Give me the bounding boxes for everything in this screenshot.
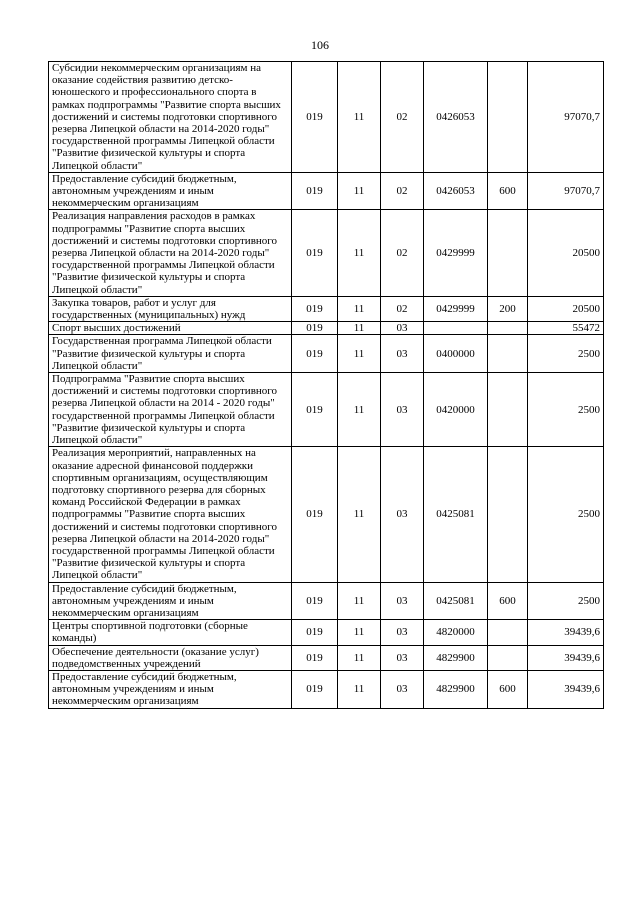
- section-code: 11: [338, 322, 381, 335]
- target-article-code: 0400000: [424, 335, 488, 373]
- target-article-code: 4829900: [424, 645, 488, 670]
- budget-table: [48, 61, 604, 709]
- subsection-code: 02: [381, 62, 424, 173]
- row-name: Закупка товаров, работ и услуг для государственных (муниципальных) нужд: [49, 296, 292, 321]
- row-name: Центры спортивной подготовки (сборные команды): [49, 620, 292, 645]
- section-code: 11: [338, 373, 381, 447]
- table-row: [49, 322, 604, 335]
- row-name: Подпрограмма "Развитие спорта высших достижений и системы подготовки спортивного резерва Липецкой области на 2014 - 2020 годы" государственной программы Липецкой области "Развитие физической культуры и спорта Липецкой области": [49, 373, 292, 447]
- target-article-code: [424, 322, 488, 335]
- amount: 20500: [528, 210, 604, 296]
- table-row: [49, 172, 604, 210]
- table-row: [49, 645, 604, 670]
- subsection-code: 03: [381, 670, 424, 708]
- grbs-code: 019: [292, 335, 338, 373]
- table-row: [49, 582, 604, 620]
- expense-type-code: [488, 210, 528, 296]
- section-code: 11: [338, 582, 381, 620]
- expense-type-code: [488, 322, 528, 335]
- section-code: 11: [338, 62, 381, 173]
- subsection-code: 02: [381, 172, 424, 210]
- grbs-code: 019: [292, 210, 338, 296]
- target-article-code: 0429999: [424, 210, 488, 296]
- amount: 39439,6: [528, 645, 604, 670]
- row-name: Обеспечение деятельности (оказание услуг) подведомственных учреждений: [49, 645, 292, 670]
- section-code: 11: [338, 645, 381, 670]
- row-name: Государственная программа Липецкой области "Развитие физической культуры и спорта Липецкой области": [49, 335, 292, 373]
- grbs-code: 019: [292, 296, 338, 321]
- expense-type-code: 200: [488, 296, 528, 321]
- grbs-code: 019: [292, 582, 338, 620]
- amount: 97070,7: [528, 62, 604, 173]
- subsection-code: 03: [381, 447, 424, 582]
- table-row: [49, 335, 604, 373]
- expense-type-code: 600: [488, 670, 528, 708]
- amount: 97070,7: [528, 172, 604, 210]
- section-code: 11: [338, 620, 381, 645]
- section-code: 11: [338, 670, 381, 708]
- amount: 2500: [528, 582, 604, 620]
- table-row: [49, 62, 604, 173]
- grbs-code: 019: [292, 322, 338, 335]
- subsection-code: 03: [381, 645, 424, 670]
- target-article-code: 0426053: [424, 62, 488, 173]
- row-name: Предоставление субсидий бюджетным, автономным учреждениям и иным некоммерческим организациям: [49, 670, 292, 708]
- table-row: [49, 670, 604, 708]
- target-article-code: 0425081: [424, 582, 488, 620]
- table-row: [49, 373, 604, 447]
- grbs-code: 019: [292, 645, 338, 670]
- target-article-code: 0426053: [424, 172, 488, 210]
- expense-type-code: [488, 645, 528, 670]
- table-row: [49, 620, 604, 645]
- section-code: 11: [338, 172, 381, 210]
- amount: 2500: [528, 335, 604, 373]
- grbs-code: 019: [292, 373, 338, 447]
- amount: 39439,6: [528, 620, 604, 645]
- section-code: 11: [338, 296, 381, 321]
- grbs-code: 019: [292, 670, 338, 708]
- expense-type-code: [488, 447, 528, 582]
- subsection-code: 03: [381, 582, 424, 620]
- amount: 55472: [528, 322, 604, 335]
- amount: 2500: [528, 447, 604, 582]
- expense-type-code: [488, 335, 528, 373]
- target-article-code: 4820000: [424, 620, 488, 645]
- expense-type-code: [488, 620, 528, 645]
- grbs-code: 019: [292, 447, 338, 582]
- amount: 2500: [528, 373, 604, 447]
- subsection-code: 03: [381, 373, 424, 447]
- row-name: Субсидии некоммерческим организациям на оказание содействия развитию детско-юношеского и профессионального спорта в рамках подпрограммы "Развитие спорта высших достижений и системы подготовки спортивного резерва Липецкой области на 2014-2020 годы" государственной программы Липецкой области "Развитие физической культуры и спорта Липецкой области": [49, 62, 292, 173]
- target-article-code: 0420000: [424, 373, 488, 447]
- table-row: [49, 296, 604, 321]
- subsection-code: 03: [381, 322, 424, 335]
- row-name: Предоставление субсидий бюджетным, автономным учреждениям и иным некоммерческим организациям: [49, 172, 292, 210]
- row-name: Реализация мероприятий, направленных на оказание адресной финансовой поддержки спортивным организациям, осуществляющим подготовку спортивного резерва для сборных команд Российской Федерации в рамках подпрограммы "Развитие спорта высших достижений и системы подготовки спортивного резерва Липецкой области на 2014-2020 годы" государственной программы Липецкой области "Развитие физической культуры и спорта Липецкой области": [49, 447, 292, 582]
- amount: 39439,6: [528, 670, 604, 708]
- amount: 20500: [528, 296, 604, 321]
- target-article-code: 0425081: [424, 447, 488, 582]
- table-row: [49, 447, 604, 582]
- section-code: 11: [338, 447, 381, 582]
- subsection-code: 03: [381, 620, 424, 645]
- expense-type-code: [488, 62, 528, 173]
- grbs-code: 019: [292, 620, 338, 645]
- target-article-code: 0429999: [424, 296, 488, 321]
- expense-type-code: 600: [488, 172, 528, 210]
- target-article-code: 4829900: [424, 670, 488, 708]
- row-name: Реализация направления расходов в рамках подпрограммы "Развитие спорта высших достижений и системы подготовки спортивного резерва Липецкой области на 2014-2020 годы" государственной программы Липецкой области "Развитие физической культуры и спорта Липецкой области": [49, 210, 292, 296]
- expense-type-code: [488, 373, 528, 447]
- grbs-code: 019: [292, 172, 338, 210]
- section-code: 11: [338, 335, 381, 373]
- table-row: [49, 210, 604, 296]
- row-name: Предоставление субсидий бюджетным, автономным учреждениям и иным некоммерческим организациям: [49, 582, 292, 620]
- page-number: 106: [311, 38, 329, 52]
- row-name: Спорт высших достижений: [49, 322, 292, 335]
- subsection-code: 02: [381, 210, 424, 296]
- expense-type-code: 600: [488, 582, 528, 620]
- subsection-code: 02: [381, 296, 424, 321]
- section-code: 11: [338, 210, 381, 296]
- grbs-code: 019: [292, 62, 338, 173]
- subsection-code: 03: [381, 335, 424, 373]
